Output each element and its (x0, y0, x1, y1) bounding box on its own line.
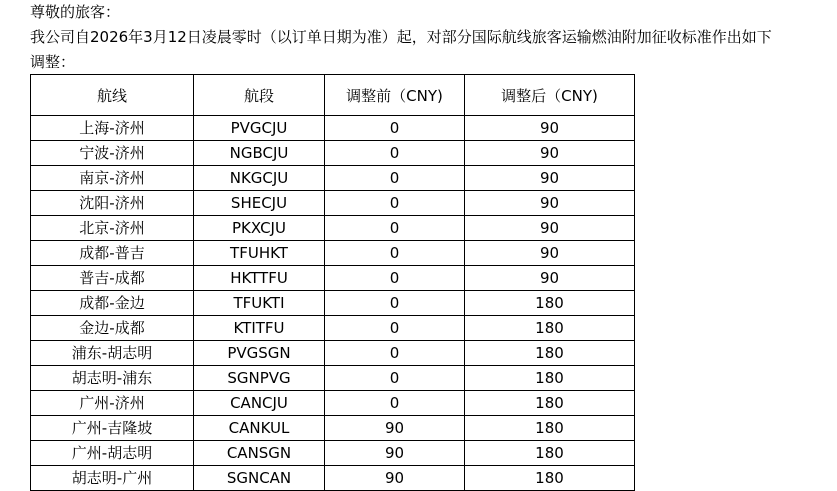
before-cell: 90 (325, 466, 465, 491)
before-cell: 0 (325, 241, 465, 266)
segment-cell: HKTTFU (194, 266, 325, 291)
before-cell: 0 (325, 391, 465, 416)
before-cell: 0 (325, 216, 465, 241)
segment-cell: SHECJU (194, 191, 325, 216)
route-cell: 广州-胡志明 (31, 441, 194, 466)
table-row (31, 316, 635, 341)
header-after: 调整后（CNY) (465, 75, 635, 116)
table-row (31, 441, 635, 466)
before-cell: 0 (325, 141, 465, 166)
before-cell: 0 (325, 266, 465, 291)
route-cell: 北京-济州 (31, 216, 194, 241)
table-row (31, 141, 635, 166)
after-cell: 180 (465, 291, 635, 316)
before-cell: 0 (325, 191, 465, 216)
before-cell: 0 (325, 291, 465, 316)
table-row (31, 466, 635, 491)
segment-cell: NKGCJU (194, 166, 325, 191)
header-segment: 航段 (194, 75, 325, 116)
after-cell: 180 (465, 441, 635, 466)
table-row (31, 241, 635, 266)
before-cell: 0 (325, 166, 465, 191)
segment-cell: PKXCJU (194, 216, 325, 241)
route-cell: 浦东-胡志明 (31, 341, 194, 366)
table-row (31, 391, 635, 416)
segment-cell: KTITFU (194, 316, 325, 341)
route-cell: 成都-普吉 (31, 241, 194, 266)
route-cell: 普吉-成都 (31, 266, 194, 291)
before-cell: 0 (325, 366, 465, 391)
table-row (31, 291, 635, 316)
after-cell: 180 (465, 366, 635, 391)
segment-cell: SGNPVG (194, 366, 325, 391)
table-row (31, 191, 635, 216)
table-row (31, 416, 635, 441)
segment-cell: PVGSGN (194, 341, 325, 366)
table-row (31, 341, 635, 366)
route-cell: 广州-吉隆坡 (31, 416, 194, 441)
segment-cell: SGNCAN (194, 466, 325, 491)
header-route: 航线 (31, 75, 194, 116)
after-cell: 180 (465, 466, 635, 491)
after-cell: 90 (465, 166, 635, 191)
route-cell: 上海-济州 (31, 116, 194, 141)
table-row (31, 266, 635, 291)
before-cell: 90 (325, 416, 465, 441)
after-cell: 90 (465, 216, 635, 241)
route-cell: 沈阳-济州 (31, 191, 194, 216)
segment-cell: CANSGN (194, 441, 325, 466)
after-cell: 90 (465, 191, 635, 216)
after-cell: 180 (465, 316, 635, 341)
route-cell: 广州-济州 (31, 391, 194, 416)
before-cell: 90 (325, 441, 465, 466)
after-cell: 180 (465, 391, 635, 416)
table-row (31, 366, 635, 391)
segment-cell: TFUHKT (194, 241, 325, 266)
notice-body-line-1: 我公司自2026年3月12日凌晨零时（以订单日期为准）起，对部分国际航线旅客运输燃油附加征收标准作出如下 (30, 28, 772, 46)
after-cell: 180 (465, 341, 635, 366)
table-row (31, 116, 635, 141)
table-header-row (31, 75, 635, 116)
segment-cell: TFUKTI (194, 291, 325, 316)
table-body (31, 116, 635, 491)
segment-cell: CANCJU (194, 391, 325, 416)
segment-cell: NGBCJU (194, 141, 325, 166)
after-cell: 90 (465, 241, 635, 266)
notice-text (30, 0, 830, 75)
after-cell: 90 (465, 266, 635, 291)
route-cell: 南京-济州 (31, 166, 194, 191)
header-before: 调整前（CNY) (325, 75, 465, 116)
table-row (31, 216, 635, 241)
after-cell: 180 (465, 416, 635, 441)
route-cell: 宁波-济州 (31, 141, 194, 166)
before-cell: 0 (325, 316, 465, 341)
fuel-surcharge-table (30, 74, 635, 491)
segment-cell: PVGCJU (194, 116, 325, 141)
before-cell: 0 (325, 341, 465, 366)
before-cell: 0 (325, 116, 465, 141)
route-cell: 胡志明-广州 (31, 466, 194, 491)
route-cell: 金边-成都 (31, 316, 194, 341)
notice-body-line-2: 调整： (30, 53, 76, 71)
segment-cell: CANKUL (194, 416, 325, 441)
route-cell: 胡志明-浦东 (31, 366, 194, 391)
greeting: 尊敬的旅客： (30, 3, 121, 21)
after-cell: 90 (465, 116, 635, 141)
route-cell: 成都-金边 (31, 291, 194, 316)
table-row (31, 166, 635, 191)
after-cell: 90 (465, 141, 635, 166)
